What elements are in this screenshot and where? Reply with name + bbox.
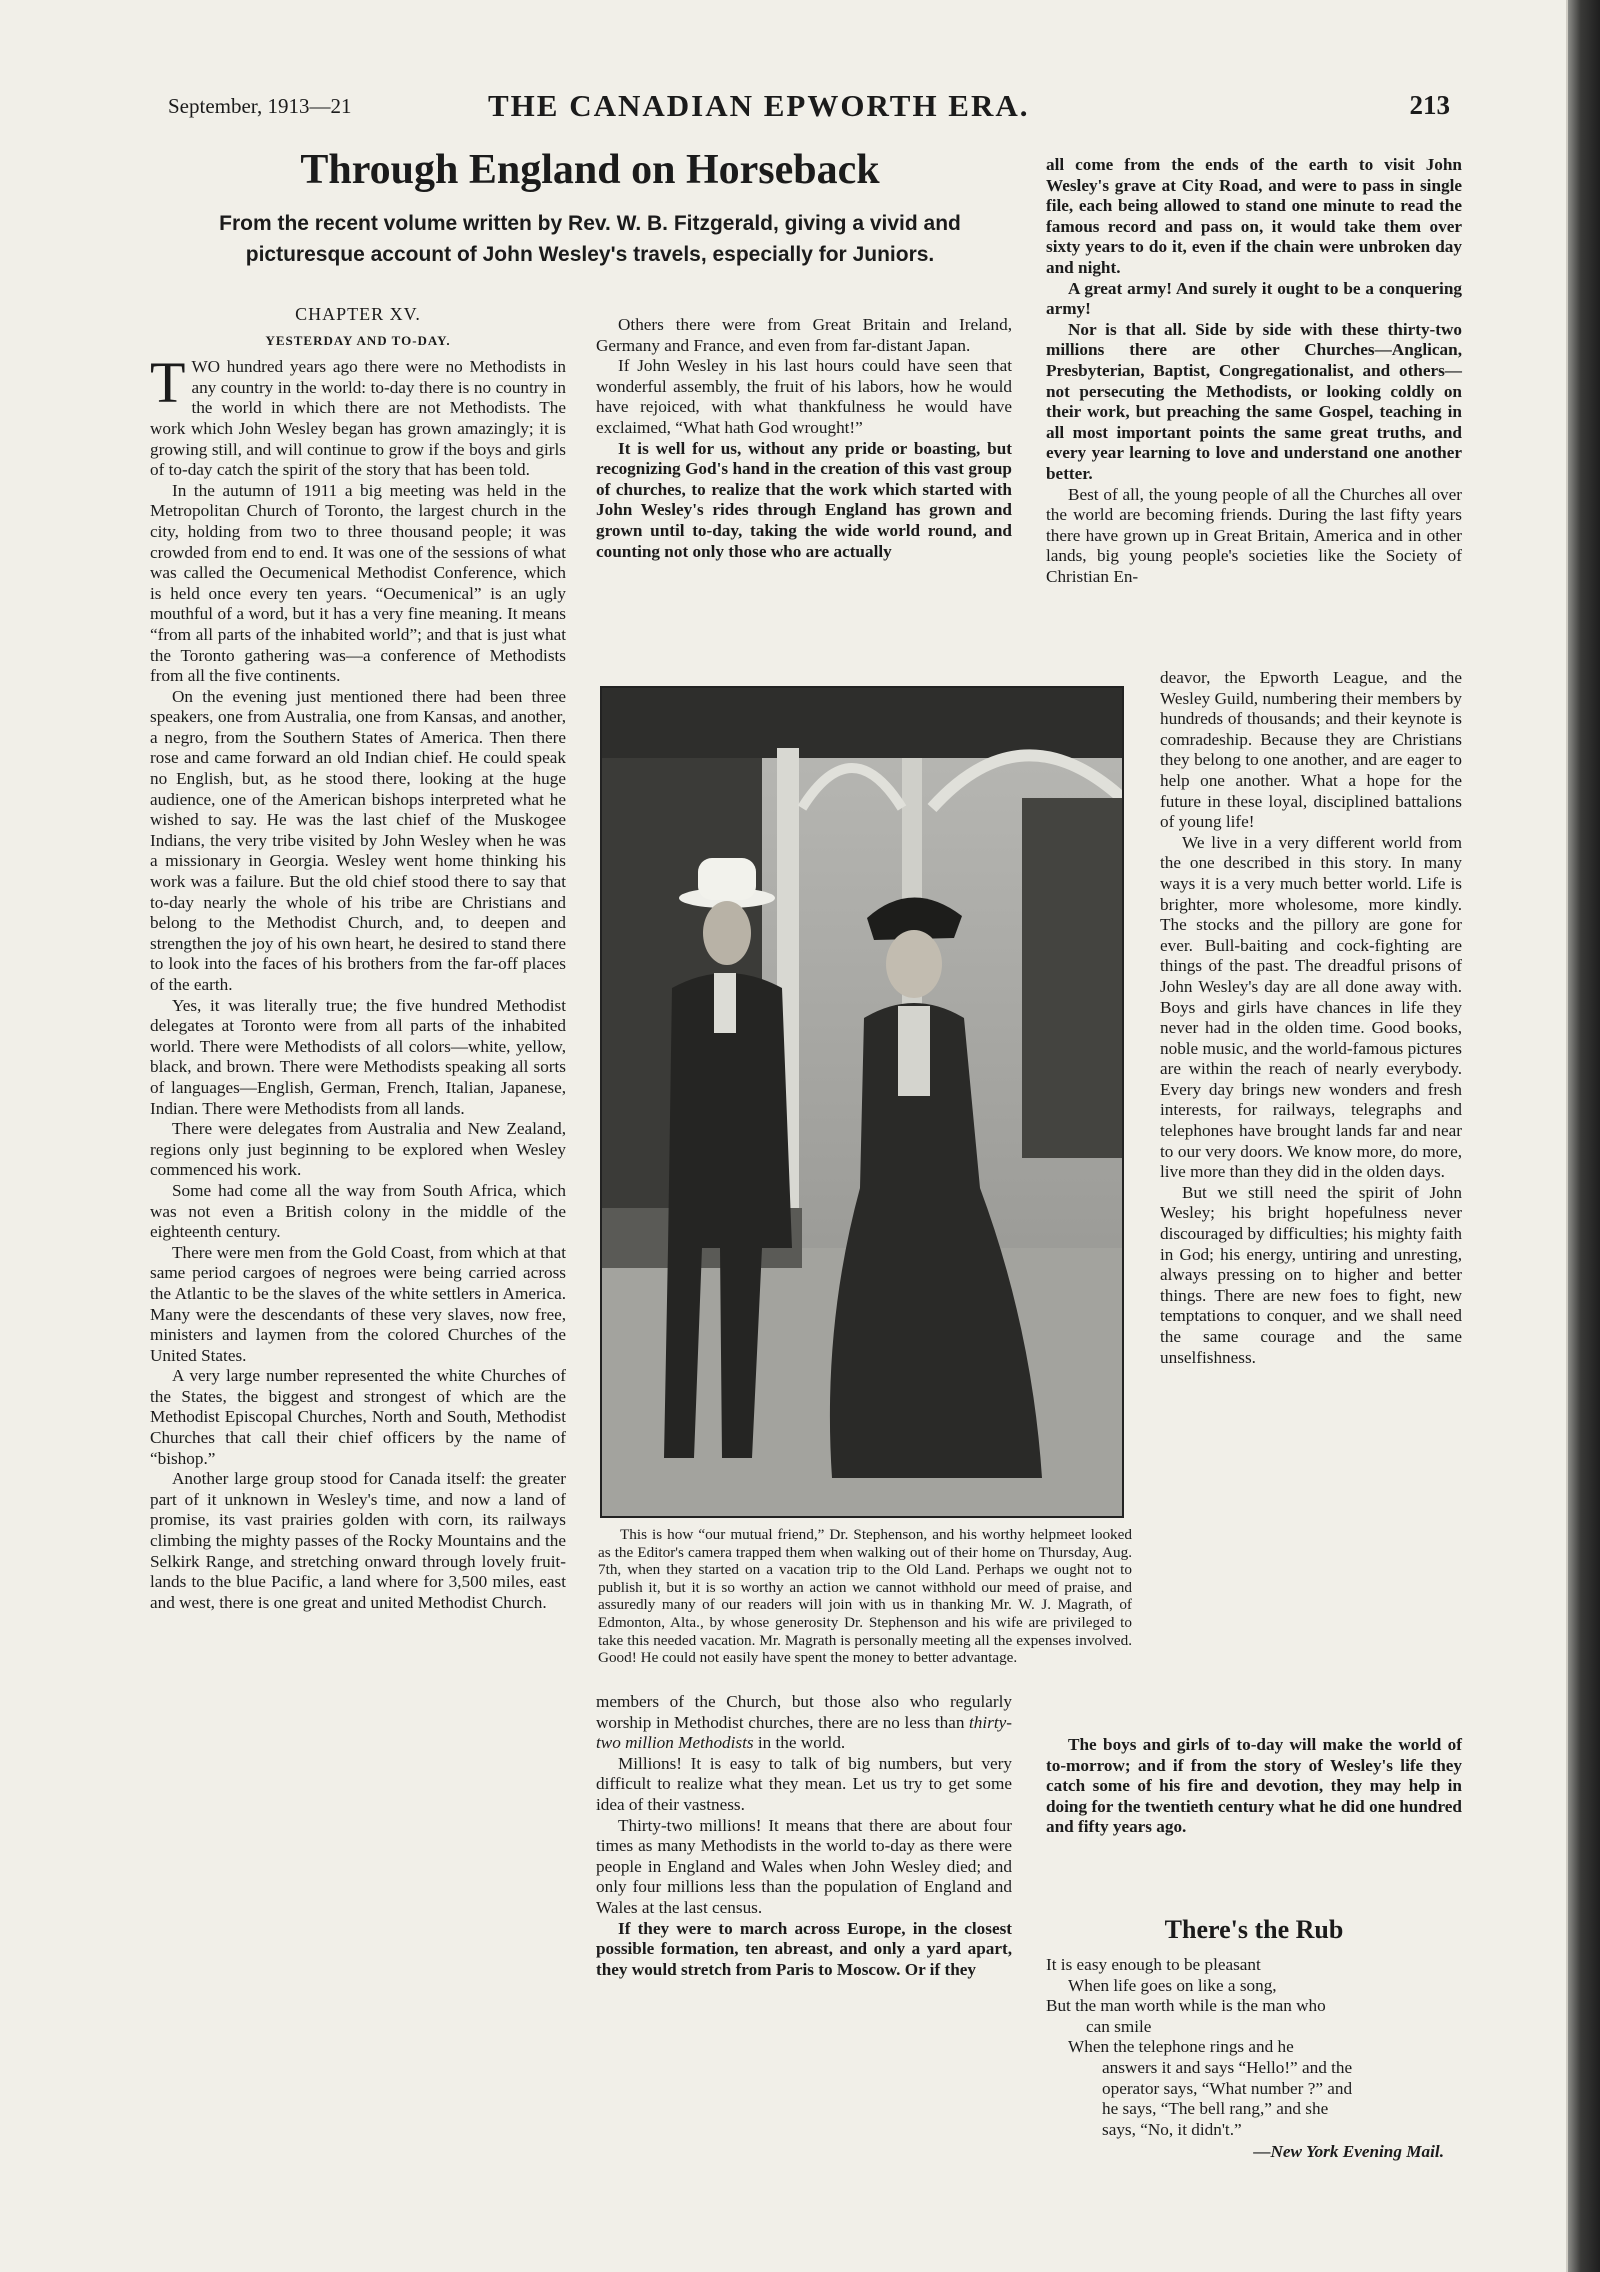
photograph — [600, 686, 1124, 1518]
section-heading: YESTERDAY AND TO-DAY. — [265, 332, 451, 348]
column-2-bottom — [596, 1692, 1012, 1980]
column-3-bottom — [1046, 1735, 1462, 1838]
column-3-top — [1046, 155, 1462, 587]
paragraph: Nor is that all. Side by side with these thirty-two millions there are other Churches—Anglican, Presbyterian, Baptist, Congregationalist, and others—not persecuting the Methodists, or looking coldly on their work, but preaching the same Gospel, teaching in all most important points the same great truths, and every year learning to love and understand one another better. — [1046, 319, 1462, 483]
paragraph: deavor, the Epworth League, and the Wesley Guild, numbering their members by hundreds of thousands; and their keynote is comradeship. Because they are Christians they belong to one another, and are eager to help one another. What a hope for the future in these loyal, disciplined battalions of young life! — [1160, 668, 1462, 832]
page-number: 213 — [1409, 90, 1450, 120]
chapter-heading: CHAPTER XV. — [295, 304, 421, 324]
drop-cap: T — [150, 350, 186, 416]
poem-line: says, “No, it didn't.” — [1102, 2119, 1242, 2139]
poem-line: operator says, “What number ?” and — [1102, 2078, 1353, 2098]
poem-line: But the man worth while is the man who — [1046, 1996, 1326, 2016]
paragraph: all come from the ends of the earth to visit John Wesley's grave at City Road, and were to pass in single file, each being allowed to stand one minute to read the famous record and pass on, it would take them over sixty years to do it, even if the chain were unbroken day and night. — [1046, 155, 1462, 277]
paragraph: A great army! And surely it ought to be a conquering army! — [1046, 278, 1462, 319]
article-title: Through England on Horseback — [300, 147, 880, 193]
caption-text: This is how “our mutual friend,” Dr. Stephenson, and his worthy helpmeet looked as the Editor's camera trapped them when walking out of their home on Thursday, Aug. 7th, when they started on a vacation trip to the Old Land. Perhaps we ought not to publish it, but it is so worthy an action we cannot withhold our meed of praise, and assuredly many of our readers will join with us in thanking Mr. W. J. Magrath, of Edmonton, Alta., by whose generosity Dr. Stephenson and his wife are privileged to take this needed vacation. Mr. Magrath is personally meeting all the expenses involved. Good! He could not easily have spent the money to better advantage. — [598, 1526, 1132, 1667]
paragraph: But we still need the spirit of John Wesley; his bright hopefulness never discouraged by difficulties; his mighty faith in God; his energy, untiring and unresting, always pressing on to higher and better things. There are new foes to fight, new temptations to conquer, and we shall need the same courage and the same unselfishness. — [1160, 1182, 1462, 1367]
paragraph: Millions! It is easy to talk of big numbers, but very difficult to realize what they mean. Let us try to get some idea of their vastness. — [596, 1753, 1012, 1814]
column-2-top — [596, 315, 1012, 562]
poem-line: answers it and says “Hello!” and the — [1102, 2057, 1353, 2077]
couple-photo-illustration — [602, 688, 1122, 1516]
paragraph: Thirty-two millions! It means that there are about four times as many Methodists in the world to-day as there were people in England and Wales when John Wesley died; and only four millions less than the population of England and Wales at the last census. — [596, 1815, 1012, 1917]
paragraph: It is well for us, without any pride or boasting, but recognizing God's hand in the creation of this vast group of churches, to realize that the work which started with John Wesley's rides through England has grown and grown until to-day, taking the wide world round, and counting not only those who are actually — [596, 438, 1012, 561]
paragraph: On the evening just mentioned there had been three speakers, one from Australia, one from Kansas, and another, a negro, from the Southern States of America. Then there rose and came forward an old Indian chief. He could speak no English, but, as he stood there, looking at the huge audience, one of the American bishops interpreted what he wished to say. He was the last chief of the Muskogee Indians, the very tribe visited by John Wesley when he was a missionary in Georgia. Wesley went home thinking his work was a failure. But the old chief stood there to say that to-day nearly the whole of his tribe are Christians and belong to the Methodist Church, and, to deepen and strengthen the joy of his own heart, he desired to stand there to look into the faces of his brothers from the far-off places of the earth. — [150, 686, 566, 994]
emphasis: thirty-two million Methodists — [596, 1712, 1012, 1753]
poem — [1046, 1955, 1462, 2163]
poem-source: —New York Evening Mail. — [1253, 2142, 1444, 2162]
paragraph: Best of all, the young people of all the Churches all over the world are becoming friends. During the last fifty years there have grown up in Great Britain, America and in other lands, big young people's societies like the Society of Christian En- — [1046, 484, 1462, 586]
paragraph: We live in a very different world from the one described in this story. In many ways it is a very much better world. Life is brighter, more wholesome, more kindly. The stocks and the pillory are gone for ever. Bull-baiting and cock-fighting are things of the past. The dreadful prisons of John Wesley's day are all done away with. Boys and girls have chances in life they never had in the olden time. Good books, noble music, and the world-famous pictures are within the reach of nearly everybody. Every day brings new wonders and fresh interests, for railways, telegraphs and telephones have brought lands far and near to our very doors. We know more, do more, live more than they did in the olden days. — [1160, 832, 1462, 1182]
running-header — [168, 88, 1450, 132]
poem-title: There's the Rub — [1164, 1915, 1344, 1944]
paragraph: Others there were from Great Britain and Ireland, Germany and France, and even from far-distant Japan. — [596, 315, 1012, 355]
paragraph: There were delegates from Australia and New Zealand, regions only just beginning to be explored when Wesley commenced his work. — [150, 1119, 566, 1180]
paragraph: Another large group stood for Canada itself: the greater part of it unknown in Wesley's time, and now a land of promise, its vast prairies golden with corn, its railways climbing the mighty passes of the Rocky Mountains and the Selkirk Range, and stretching onward through lovely fruit-lands to the blue Pacific, a land where for 3,500 miles, east and west, there is one great and united Methodist Church. — [150, 1469, 566, 1612]
poem-line: When the telephone rings and he — [1068, 2037, 1294, 2057]
paragraph: In the autumn of 1911 a big meeting was held in the Metropolitan Church of Toronto, the largest church in the city, holding from two to three thousand people; it was crowded from end to end. It was one of the sessions of what was called the Oecumenical Methodist Conference, which is held once every ten years. “Oecumenical” is an ugly mouthful of a word, but it has a very fine meaning. It means “from all parts of the inhabited world”; and that is just what the Toronto gathering was—a conference of Methodists from all the five continents. — [150, 480, 566, 686]
poem-line: can smile — [1086, 2016, 1152, 2036]
paragraph: There were men from the Gold Coast, from which at that same period cargoes of negroes were being carried across the Atlantic to be the slaves of the white settlers in America. Many were the descendants of these very slaves, now free, ministers and laymen from the colored Churches of the United States. — [150, 1242, 566, 1365]
article-subtitle: From the recent volume written by Rev. W. B. Fitzgerald, giving a vivid and picturesque account of John Wesley's travels, especially for Juniors. — [219, 212, 961, 266]
paragraph: members of the Church, but those also who regularly worship in Methodist churches, there are no less than thirty-two million Methodists in the world. — [596, 1692, 1012, 1753]
poem-line: It is easy enough to be pleasant — [1046, 1955, 1261, 1974]
paragraph: TWO hundred years ago there were no Methodists in any country in the world: to-day there is no country in the world in which there are not Methodists. The work which John Wesley began has grown amazingly; it is growing still, and will continue to grow if the boys and girls of to-day catch the spirit of the story that has been told. — [150, 350, 566, 480]
photo-caption — [598, 1526, 1132, 1667]
paragraph: Some had come all the way from South Africa, which was not even a British colony in the middle of the eighteenth century. — [150, 1180, 566, 1242]
issue-date: September, 1913—21 — [168, 94, 352, 118]
page-edge — [1568, 0, 1600, 2272]
column-1 — [150, 300, 566, 1613]
paragraph: If John Wesley in his last hours could have seen that wonderful assembly, the fruit of his labors, how he would have rejoiced, with what thankfulness he would have exclaimed, “What hath God wrought!” — [596, 356, 1012, 437]
poem-line: When life goes on like a song, — [1068, 1975, 1277, 1995]
poem-line: he says, “The bell rang,” and she — [1102, 2099, 1329, 2119]
paragraph: The boys and girls of to-day will make the world of to-morrow; and if from the story of Wesley's life they catch some of his fire and devotion, they may help in doing for the twentieth century what he did one hundred and fifty years ago. — [1046, 1735, 1462, 1837]
paragraph: A very large number represented the white Churches of the States, the biggest and strongest of which are the Methodist Episcopal Churches, North and South, Methodist Churches that call their chief officers by the name of “bishop.” — [150, 1366, 566, 1468]
column-3-narrow — [1160, 668, 1462, 1368]
paragraph: If they were to march across Europe, in the closest possible formation, ten abreast, and only a yard apart, they would stretch from Paris to Moscow. Or if they — [596, 1918, 1012, 1979]
masthead: THE CANADIAN EPWORTH ERA. — [488, 88, 1030, 123]
paragraph: Yes, it was literally true; the five hundred Methodist delegates at Toronto were from all parts of the inhabited world. There were Methodists of all colors—white, yellow, black, and brown. There were Methodists speaking all sorts of languages—English, German, French, Italian, Japanese, Indian. There were Methodists from all lands. — [150, 995, 566, 1118]
